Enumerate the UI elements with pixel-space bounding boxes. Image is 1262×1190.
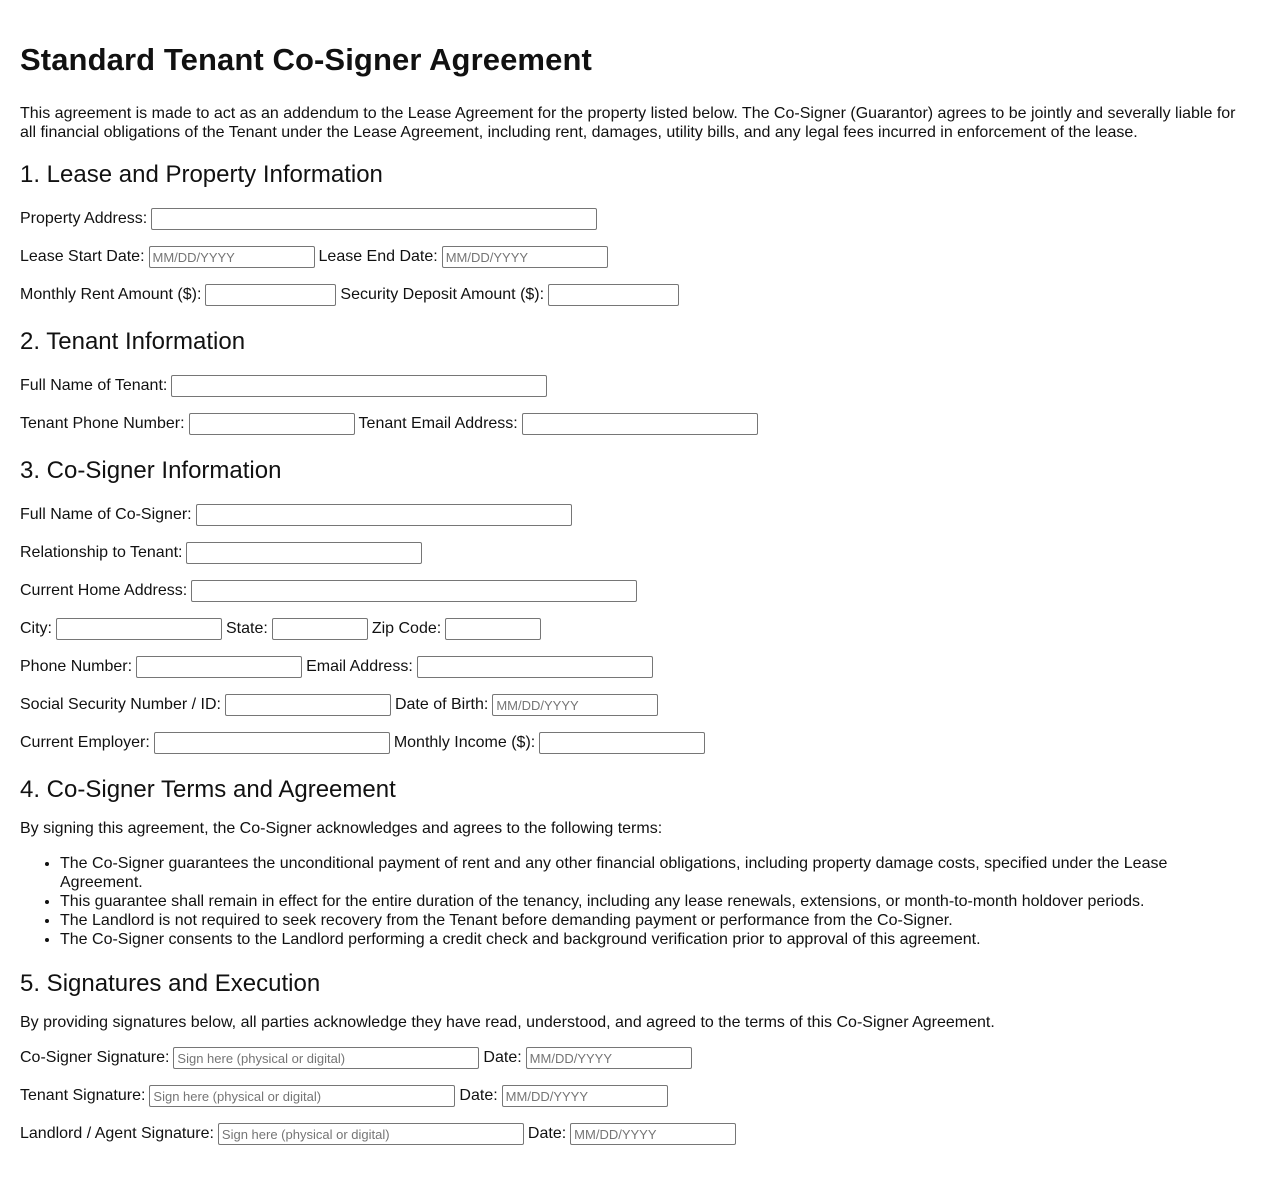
- intro-paragraph: This agreement is made to act as an addendum to the Lease Agreement for the property listed below. The Co-Signer (Guarantor) agrees to be jointly and severally liable for all financial obligations of the Tenant under the Lease Agreement, including rent, damages, utility bills, and any legal fees incurred in enforcement of the lease.: [20, 105, 1236, 141]
- cosigner-contact-row: [20, 655, 1242, 679]
- section-heading-terms: 4. Co-Signer Terms and Agreement: [20, 776, 396, 803]
- tenant-name-input[interactable]: [171, 375, 547, 397]
- security-deposit-input[interactable]: [548, 284, 679, 306]
- terms-list: [20, 854, 1242, 949]
- property-address-row: [20, 207, 1242, 231]
- section-heading-lease: 1. Lease and Property Information: [20, 161, 383, 188]
- ssn-label: Social Security Number / ID:: [20, 696, 221, 713]
- lease-start-label: Lease Start Date:: [20, 248, 145, 265]
- page-title: Standard Tenant Co-Signer Agreement: [20, 42, 592, 77]
- monthly-rent-input[interactable]: [205, 284, 336, 306]
- rent-deposit-row: [20, 283, 1242, 307]
- tenant-email-input[interactable]: [522, 413, 758, 435]
- city-input[interactable]: [56, 618, 222, 640]
- lease-start-input[interactable]: [149, 246, 315, 268]
- cosigner-date-input[interactable]: [526, 1047, 692, 1069]
- section-heading-signatures: 5. Signatures and Execution: [20, 970, 321, 997]
- term-item: • This guarantee shall remain in effect for the entire duration of the tenancy, including any lease renewals, extensions, or month-to-month holdover periods.: [60, 892, 1242, 911]
- state-input[interactable]: [272, 618, 368, 640]
- tenant-email-label: Tenant Email Address:: [358, 415, 518, 432]
- term-item: • The Co-Signer consents to the Landlord performing a credit check and background verification prior to approval of this agreement.: [60, 930, 1242, 949]
- section-heading-cosigner: 3. Co-Signer Information: [20, 457, 282, 484]
- monthly-rent-label: Monthly Rent Amount ($):: [20, 286, 202, 303]
- landlord-signature-row: [20, 1122, 1242, 1146]
- ssn-dob-row: [20, 693, 1242, 717]
- city-label: City:: [20, 620, 52, 637]
- lease-end-input[interactable]: [442, 246, 608, 268]
- cosigner-phone-input[interactable]: [136, 656, 302, 678]
- cosigner-signature-label: Co-Signer Signature:: [20, 1049, 170, 1066]
- landlord-signature-input[interactable]: [218, 1123, 524, 1145]
- dob-input[interactable]: [492, 694, 658, 716]
- security-deposit-label: Security Deposit Amount ($):: [340, 286, 545, 303]
- home-address-label: Current Home Address:: [20, 582, 188, 599]
- cosigner-signature-row: [20, 1046, 1242, 1070]
- city-state-zip-row: [20, 617, 1242, 641]
- lease-dates-row: [20, 245, 1242, 269]
- cosigner-phone-label: Phone Number:: [20, 658, 133, 675]
- state-label: State:: [226, 620, 268, 637]
- terms-intro: By signing this agreement, the Co-Signer acknowledges and agrees to the following terms:: [20, 820, 663, 837]
- relationship-row: [20, 541, 1242, 565]
- tenant-name-row: [20, 374, 1242, 398]
- section-heading-tenant: 2. Tenant Information: [20, 328, 246, 355]
- tenant-phone-label: Tenant Phone Number:: [20, 415, 185, 432]
- dob-label: Date of Birth:: [394, 696, 489, 713]
- property-address-label: Property Address:: [20, 210, 148, 227]
- employer-label: Current Employer:: [20, 734, 150, 751]
- tenant-contact-row: [20, 412, 1242, 436]
- tenant-phone-input[interactable]: [189, 413, 355, 435]
- tenant-signature-input[interactable]: [149, 1085, 455, 1107]
- signatures-intro: By providing signatures below, all parties acknowledge they have read, understood, and agreed to the terms of this Co-Signer Agreement.: [20, 1014, 995, 1031]
- tenant-date-label: Date:: [459, 1087, 498, 1104]
- term-item: • The Co-Signer guarantees the unconditional payment of rent and any other financial obligations, including property damage costs, specified under the Lease Agreement.: [60, 854, 1242, 892]
- lease-end-label: Lease End Date:: [318, 248, 438, 265]
- tenant-date-input[interactable]: [502, 1085, 668, 1107]
- employer-input[interactable]: [154, 732, 390, 754]
- home-address-input[interactable]: [191, 580, 637, 602]
- ssn-input[interactable]: [225, 694, 391, 716]
- landlord-signature-label: Landlord / Agent Signature:: [20, 1125, 214, 1142]
- zip-label: Zip Code:: [371, 620, 442, 637]
- zip-input[interactable]: [445, 618, 541, 640]
- cosigner-email-label: Email Address:: [306, 658, 413, 675]
- cosigner-date-label: Date:: [483, 1049, 522, 1066]
- cosigner-signature-input[interactable]: [173, 1047, 479, 1069]
- tenant-name-label: Full Name of Tenant:: [20, 377, 168, 394]
- landlord-date-label: Date:: [527, 1125, 567, 1142]
- income-input[interactable]: [539, 732, 705, 754]
- cosigner-name-row: [20, 503, 1242, 527]
- employment-row: [20, 731, 1242, 755]
- term-item: • The Landlord is not required to seek recovery from the Tenant before demanding payment or performance from the Co-Signer.: [60, 911, 1242, 930]
- income-label: Monthly Income ($):: [393, 734, 536, 751]
- cosigner-name-label: Full Name of Co-Signer:: [20, 506, 192, 523]
- cosigner-name-input[interactable]: [196, 504, 572, 526]
- cosigner-email-input[interactable]: [417, 656, 653, 678]
- tenant-signature-label: Tenant Signature:: [20, 1087, 146, 1104]
- property-address-input[interactable]: [151, 208, 597, 230]
- home-address-row: [20, 579, 1242, 603]
- relationship-input[interactable]: [186, 542, 422, 564]
- tenant-signature-row: [20, 1084, 1242, 1108]
- landlord-date-input[interactable]: [570, 1123, 736, 1145]
- relationship-label: Relationship to Tenant:: [20, 544, 183, 561]
